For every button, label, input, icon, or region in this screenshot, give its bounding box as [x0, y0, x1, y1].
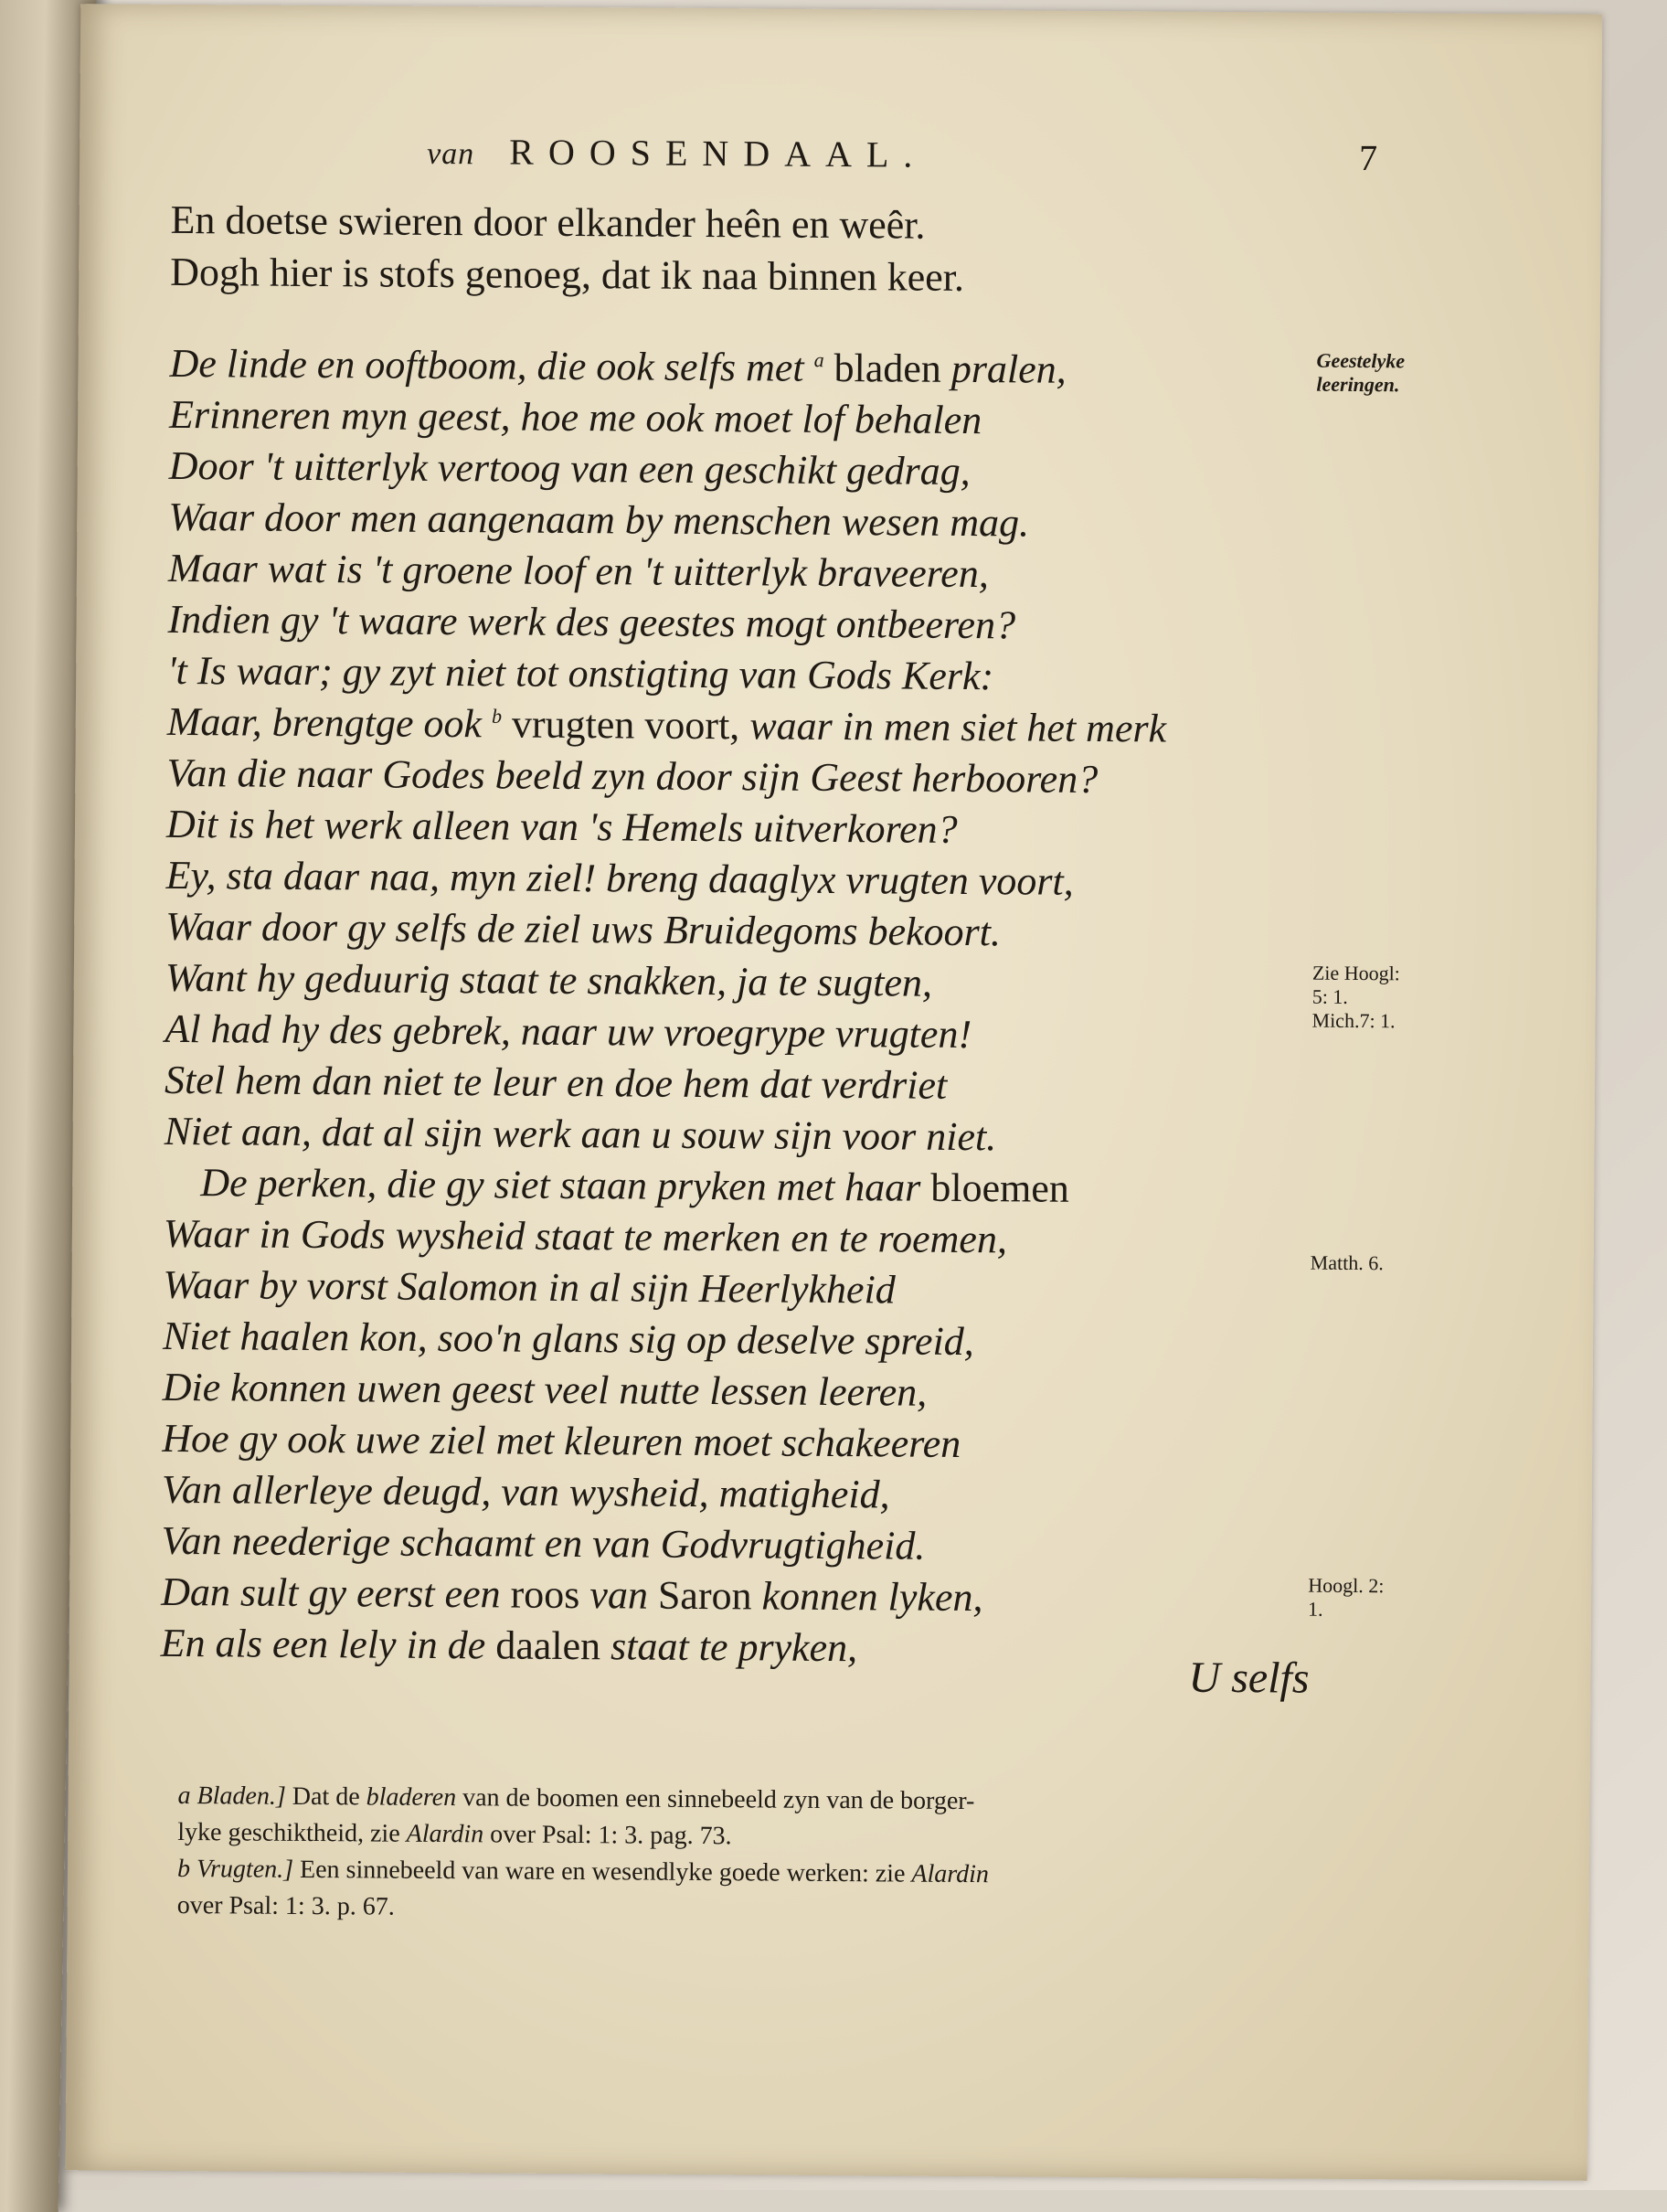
book-page [66, 4, 1603, 2181]
verse-line: Waar door men aangenaam by menschen wesen mag. [168, 494, 1030, 546]
verse-line: Door 't uitterlyk vertoog van een geschikt gedrag, [168, 442, 971, 495]
verse-text: Maar, brengtge ook [166, 698, 483, 747]
verse-line: Al had hy des gebrek, naar uw vroegrype vrugten! [165, 1005, 972, 1058]
verse-line: Ey, sta daar naa, myn ziel! breng daaglyx vrugten voort, [165, 852, 1074, 904]
verse-line: Indien gy 't waare werk des geestes mogt ontbeeren? [167, 596, 1016, 648]
footnote-text: Een sinnebeeld van ware en wesendlyke goede werken: zie [299, 1855, 906, 1888]
footnote-text: Alardin [911, 1859, 990, 1889]
verse-line: Waar by vorst Salomon in al sijn Heerlykheid [163, 1261, 896, 1313]
footnote-text: over Psal: 1: 3. pag. 73. [490, 1820, 732, 1851]
footnote-text: Alardin [406, 1819, 484, 1849]
footnote-ref: a [813, 348, 824, 372]
verse-text: De linde en ooftboom, die ook selfs met [169, 340, 804, 390]
verse-line: Want hy geduurig staat te snakken, ja te sugten, [165, 954, 933, 1005]
verse-line [161, 1567, 1349, 1626]
verse-text: vrugten voort, [511, 701, 740, 749]
verse-line: Erinneren myn geest, hoe me ook moet lof behalen [168, 391, 982, 443]
verse-text: van [589, 1572, 649, 1618]
catchword: U selfs [1188, 1653, 1310, 1703]
margin-text: Mich.7: 1. [1311, 1008, 1396, 1033]
verse-text: konnen lyken, [761, 1573, 983, 1621]
margin-note: Matth. 6. [1310, 1250, 1384, 1275]
verse-line: Waar in Gods wysheid staat te merken en te roemen, [163, 1210, 1008, 1262]
margin-text: Zie Hoogl: [1311, 961, 1400, 985]
footnote-text: bladeren [366, 1782, 457, 1813]
verse-line: Niet haalen kon, soo'n glans sig op deselve spreid, [162, 1313, 974, 1365]
verse-text: Saron [657, 1572, 752, 1619]
verse-text: De perken, die gy siet staan pryken met haar [200, 1160, 921, 1210]
verse-text: En als een lely in de [160, 1620, 486, 1668]
margin-text: Geestelyke [1316, 348, 1406, 373]
margin-text: 1. [1307, 1597, 1323, 1621]
running-word: van [427, 136, 475, 172]
verse-text: daalen [495, 1622, 601, 1669]
verse-line: 't Is waar; gy zyt niet tot onstigting van Gods Kerk: [167, 647, 994, 699]
verse-text: waar in men siet het merk [749, 703, 1167, 751]
margin-text: leeringen. [1316, 372, 1400, 397]
verse-line: En doetse swieren door elkander heên en weêr. [170, 197, 926, 248]
verse-line: Van allerleye deugd, van wysheid, matigheid, [161, 1466, 890, 1517]
footnotes [177, 1778, 1421, 1932]
margin-note [1308, 1574, 1491, 1622]
running-header [427, 130, 1377, 191]
verse-line: Van neederige schaamt en van Godvrugtigheid. [161, 1517, 926, 1569]
page-number: 7 [1358, 136, 1378, 179]
verse-line: Stel hem dan niet te leur en doe hem dat verdriet [164, 1057, 948, 1108]
footnote-label: b Vrugten.] [176, 1855, 294, 1884]
verse-text: bladen [834, 345, 942, 391]
footnote-text: lyke geschiktheid, zie [177, 1818, 400, 1848]
footnote-ref: b [491, 704, 503, 728]
verse-line: Die konnen uwen geest veel nutte lessen leeren, [162, 1364, 928, 1415]
verse-line [169, 338, 1357, 398]
footnote-label: a Bladen.] [177, 1781, 286, 1811]
footnote-b-cont: over Psal: 1: 3. p. 67. [176, 1891, 395, 1921]
verse-line [164, 1157, 1388, 1217]
margin-text: Hoogl. 2: [1308, 1573, 1385, 1598]
verse-line: Dit is het werk alleen van 's Hemels uitverkoren? [165, 801, 958, 852]
verse-text: pralen, [950, 346, 1067, 392]
footnote-text: Dat de [292, 1781, 360, 1812]
footnote-text: van de boomen een sinnebeeld zyn van de borger- [462, 1783, 975, 1816]
verse-text: staat te pryken, [610, 1623, 858, 1671]
margin-text: 5: 1. [1311, 984, 1348, 1008]
margin-note [1316, 349, 1499, 398]
verse-line: Dogh hier is stofs genoeg, dat ik naa binnen keer. [170, 249, 965, 300]
page-title: ROOSENDAAL. [509, 131, 928, 175]
verse-text: bloemen [930, 1164, 1070, 1211]
verse-line: Maar wat is 't groene loof en 't uitterlyk braveeren, [167, 545, 989, 597]
verse-line [167, 697, 1355, 756]
verse-line [161, 1618, 1349, 1677]
verse-line: Niet aan, dat al sijn werk aan u souw sijn voor niet. [164, 1108, 997, 1160]
verse-line: Van die naar Godes beeld zyn door sijn Geest herbooren? [166, 750, 1099, 803]
verse-text: Dan sult gy eerst een [160, 1569, 501, 1617]
margin-note [1311, 962, 1495, 1034]
verse-line: Hoe gy ook uwe ziel met kleuren moet schakeeren [162, 1415, 961, 1466]
verse-text: roos [510, 1571, 580, 1618]
verse-line: Waar door gy selfs de ziel uws Bruidegoms bekoort. [165, 903, 1002, 955]
